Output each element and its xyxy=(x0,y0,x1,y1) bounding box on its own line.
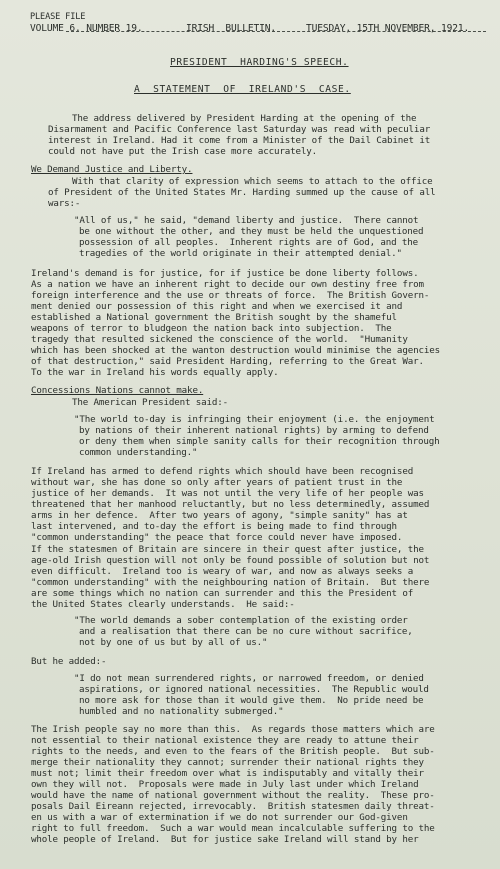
issue-date: TUESDAY, 15TH NOVEMBER, 1921. xyxy=(306,23,470,34)
please-file-stamp: PLEASE FILE xyxy=(30,12,86,22)
section-heading: Concessions Nations cannot make. xyxy=(31,385,204,396)
quote-line: by nations of their inherent national rights) by arming to defend xyxy=(79,425,429,436)
header-rule xyxy=(66,31,486,32)
body-line: not essential to their national existence they are ready to attune their xyxy=(31,735,419,746)
body-line: "common understanding" with the neighbouring nation of Britain. But there xyxy=(31,577,430,588)
body-line: wars:- xyxy=(48,198,81,209)
body-line: threatened that her manhood reluctantly, but no less determinedly, assumed xyxy=(31,499,430,510)
body-line: merge their nationality they cannot; surrender their national rights they xyxy=(31,757,424,768)
body-line: If the statesmen of Britain are sincere in their quest after justice, the xyxy=(31,544,424,555)
body-line: age-old Irish question will not only be found possible of solution but not xyxy=(31,555,430,566)
body-line: rights to the needs, and even to the fears of the British people. But sub- xyxy=(31,746,435,757)
quote-line: not by one of us but by all of us." xyxy=(79,637,268,648)
quote-line: possession of all peoples. Inherent rights are of God, and the xyxy=(79,237,419,248)
body-line: interest in Ireland. Had it come from a Minister of the Dail Cabinet it xyxy=(48,135,431,146)
quote-line: humbled and no nationality submerged." xyxy=(79,706,284,717)
body-line: Ireland's demand is for justice, for if justice be done liberty follows. xyxy=(31,268,419,279)
section-heading: We Demand Justice and Liberty. xyxy=(31,164,193,175)
body-line: last intervened, and to-day the effort is being made to find through xyxy=(31,521,397,532)
body-line: Disarmament and Pacific Conference last Saturday was read with peculiar xyxy=(48,124,431,135)
body-line: even difficult. Ireland too is weary of war, and now as always seeks a xyxy=(31,566,414,577)
body-line: foreign interference and the use or threats of force. The British Govern- xyxy=(31,290,430,301)
body-line: "common understanding" the peace that force could never have imposed. xyxy=(31,532,403,543)
body-line: But he added:- xyxy=(31,656,107,667)
body-line: With that clarity of expression which seems to attach to the office xyxy=(72,176,433,187)
body-line: are some things which no nation can surrender and this the President of xyxy=(31,588,414,599)
body-line: own they will not. Proposals were made in July last under which Ireland xyxy=(31,779,419,790)
body-line: without war, she has done so only after years of patient trust in the xyxy=(31,477,403,488)
body-line: which has been shocked at the wanton destruction would minimise the agencies xyxy=(31,345,440,356)
quote-line: no more ask for those than it would give them. No pride need be xyxy=(79,695,424,706)
quote-line: "The world to-day is infringing their enjoyment (i.e. the enjoyment xyxy=(74,414,435,425)
body-line: tragedy that resulted sickened the conscience of the world. "Humanity xyxy=(31,334,408,345)
body-line: established a National government the British sought by the shameful xyxy=(31,312,397,323)
body-line: justice of her demands. It was not until the very life of her people was xyxy=(31,488,424,499)
body-line: of that destruction," said President Harding, referring to the Great War. xyxy=(31,356,424,367)
document-subtitle: A STATEMENT OF IRELAND'S CASE. xyxy=(134,84,351,95)
body-line: could not have put the Irish case more accurately. xyxy=(48,146,318,157)
volume-number: VOLUME 6. NUMBER 19. xyxy=(30,23,143,34)
body-line: If Ireland has armed to defend rights which should have been recognised xyxy=(31,466,414,477)
body-line: The address delivered by President Harding at the opening of the xyxy=(72,113,417,124)
body-line: right to full freedom. Such a war would mean incalculable suffering to the xyxy=(31,823,435,834)
body-line: whole people of Ireland. But for justice sake Ireland will stand by her xyxy=(31,834,419,845)
quote-line: and a realisation that there can be no cure without sacrifice, xyxy=(79,626,413,637)
body-line: posals Dail Eireann rejected, irrevocably. British statesmen daily threat- xyxy=(31,801,435,812)
quote-line: be one without the other, and they must be held the unquestioned xyxy=(79,226,424,237)
quote-line: "I do not mean surrendered rights, or narrowed freedom, or denied xyxy=(74,673,424,684)
body-line: As a nation we have an inherent right to decide our own destiny free from xyxy=(31,279,424,290)
quote-line: tragedies of the world originate in their attempted denial." xyxy=(79,248,402,259)
quote-line: common understanding." xyxy=(79,447,198,458)
quote-line: "The world demands a sober contemplation of the existing order xyxy=(74,615,408,626)
body-line: The Irish people say no more than this. As regards those matters which are xyxy=(31,724,435,735)
document-title: PRESIDENT HARDING'S SPEECH. xyxy=(170,57,349,68)
body-line: ment denied our possession of this right and when we exercised it and xyxy=(31,301,403,312)
body-line: must not; limit their freedom over what is indisputably and vitally their xyxy=(31,768,424,779)
quote-line: or deny them when simple sanity calls for their recognition through xyxy=(79,436,440,447)
body-line: en us with a war of extermination if we do not surrender our God-given xyxy=(31,812,408,823)
body-line: the United States clearly understands. He said:- xyxy=(31,599,295,610)
publication-name: IRISH BULLETIN. xyxy=(186,23,277,34)
quote-line: "All of us," he said, "demand liberty and justice. There cannot xyxy=(74,215,419,226)
body-line: The American President said:- xyxy=(72,397,229,408)
body-line: arms in her defence. After two years of agony, "simple sanity" has at xyxy=(31,510,408,521)
body-line: would have the name of national government without the reality. These pro- xyxy=(31,790,435,801)
body-line: To the war in Ireland his words equally apply. xyxy=(31,367,279,378)
quote-line: aspirations, or ignored national necessities. The Republic would xyxy=(79,684,429,695)
body-line: of President of the United States Mr. Harding summed up the cause of all xyxy=(48,187,436,198)
body-line: weapons of terror to bludgeon the nation back into subjection. The xyxy=(31,323,392,334)
